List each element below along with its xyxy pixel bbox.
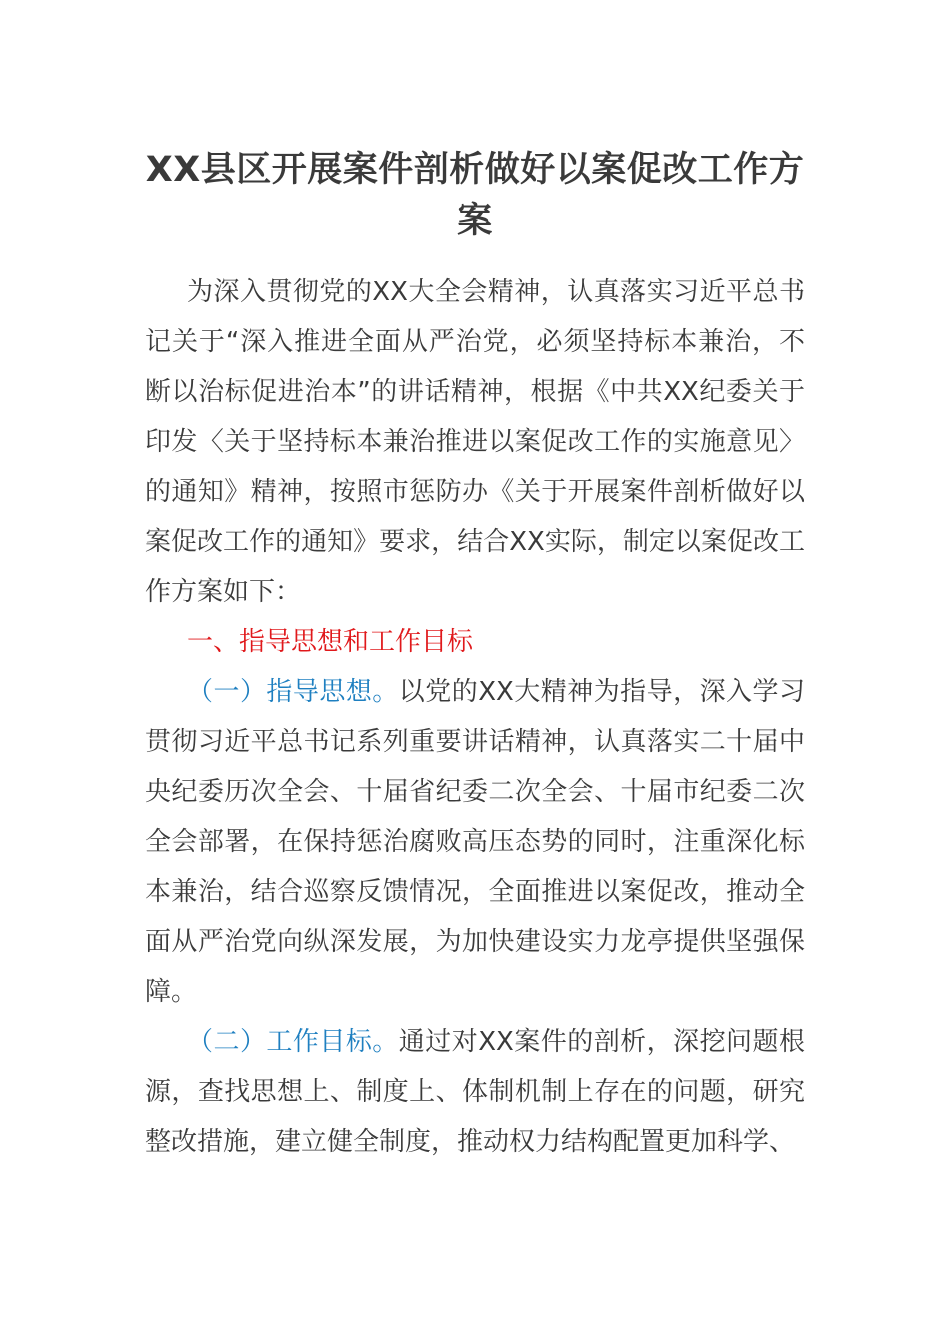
subsection-1-label: （一）指导思想。 <box>187 677 399 707</box>
section-heading-1: 一、指导思想和工作目标 <box>187 627 474 657</box>
subsection-2-text: 通过对XX案件的剖析，深挖问题根源，查找思想上、制度上、体制机制上存在的问题，研究整改措施，建立健全制度，推动权力结构配置更加科学、 <box>145 1027 805 1157</box>
document-title: XX县区开展案件剖析做好以案促改工作方案 <box>145 150 805 241</box>
intro-paragraph: 为深入贯彻党的XX大全会精神，认真落实习近平总书记关于“深入推进全面从严治党，必须坚持标本兼治，不断以治标促进治本”的讲话精神，根据《中共XX纪委关于印发〈关于坚持标本兼治推进以案促改工作的实施意见〉的通知》精神，按照市惩防办《关于开展案件剖析做好以案促改工作的通知》要求，结合XX实际，制定以案促改工作方案如下： <box>145 277 805 607</box>
subsection-1-paragraph <box>145 667 805 1017</box>
subsection-2-label: （二）工作目标。 <box>187 1027 399 1057</box>
subsection-1-text: 以党的XX大精神为指导，深入学习贯彻习近平总书记系列重要讲话精神，认真落实二十届中央纪委历次全会、十届省纪委二次全会、十届市纪委二次全会部署，在保持惩治腐败高压态势的同时，注重深化标本兼治，结合巡察反馈情况，全面推进以案促改，推动全面从严治党向纵深发展，为加快建设实力龙亭提供坚强保障。 <box>145 677 805 1007</box>
subsection-2-paragraph <box>145 1017 805 1167</box>
document-body <box>145 267 805 1167</box>
